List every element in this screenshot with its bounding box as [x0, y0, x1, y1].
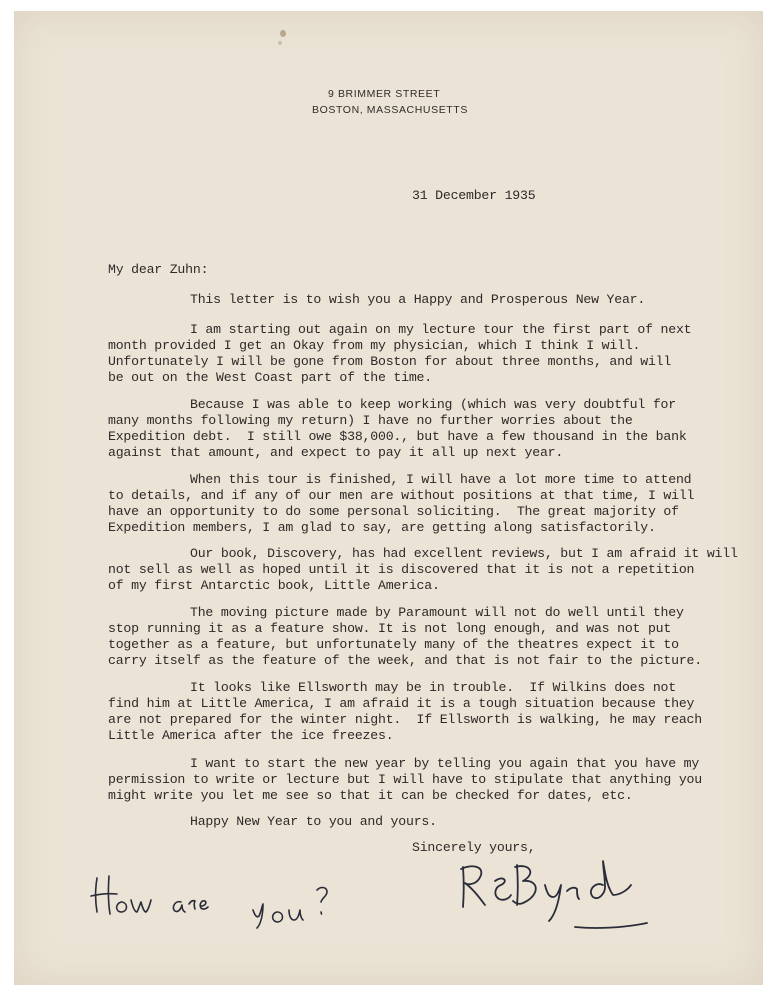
paragraph-line: many months following my return) I have no further worries about the — [108, 413, 633, 428]
handwritten-note — [85, 860, 385, 930]
paragraph-line: stop running it as a feature show. It is not long enough, and was not put — [108, 621, 672, 636]
paragraph-line: carry itself as the feature of the week, and that is not fair to the picture. — [108, 653, 702, 668]
paragraph-line: I am starting out again on my lecture tour the first part of next — [190, 322, 692, 337]
paragraph-line: together as a feature, but unfortunately many of the theatres expect it to — [108, 637, 679, 652]
paragraph-line: This letter is to wish you a Happy and Prosperous New Year. — [190, 292, 646, 307]
paragraph-line: Unfortunately I will be gone from Boston for about three months, and will — [108, 354, 672, 369]
paragraph-line: have an opportunity to do some personal soliciting. The great majority of — [108, 504, 679, 519]
paragraph-line: against that amount, and expect to pay it all up next year. — [108, 445, 564, 460]
paragraph-line: Expedition debt. I still owe $38,000., but have a few thousand in the bank — [108, 429, 687, 444]
paragraph-line: of my first Antarctic book, Little America. — [108, 578, 440, 593]
paragraph-line: are not prepared for the winter night. If Ellsworth is walking, he may reach — [108, 712, 702, 727]
salutation: My dear Zuhn: — [108, 262, 209, 277]
paragraph-line: find him at Little America, I am afraid it is a tough situation because they — [108, 696, 695, 711]
letter-date: 31 December 1935 — [412, 188, 536, 203]
paragraph-line: to details, and if any of our men are without positions at that time, I will — [108, 488, 695, 503]
paragraph-line: Expedition members, I am glad to say, are getting along satisfactorily. — [108, 520, 656, 535]
paragraph-line: not sell as well as hoped until it is discovered that it is not a repetition — [108, 562, 695, 577]
paragraph-line: Little America after the ice freezes. — [108, 728, 394, 743]
paragraph-line: be out on the West Coast part of the time. — [108, 370, 432, 385]
paragraph-line: Our book, Discovery, has had excellent reviews, but I am afraid it will — [190, 546, 738, 561]
paragraph-line: might write you let me see so that it can be checked for dates, etc. — [108, 788, 633, 803]
paragraph-line: Because I was able to keep working (which was very doubtful for — [190, 397, 676, 412]
paper-stain — [280, 30, 286, 37]
paper-stain — [278, 41, 282, 45]
paragraph-line: The moving picture made by Paramount will not do well until they — [190, 605, 684, 620]
paragraph-line: It looks like Ellsworth may be in trouble. If Wilkins does not — [190, 680, 676, 695]
paragraph-line: permission to write or lecture but I will have to stipulate that anything you — [108, 772, 702, 787]
paragraph-line: Happy New Year to you and yours. — [190, 814, 437, 829]
letterhead-city: BOSTON, MASSACHUSETTS — [312, 104, 468, 116]
paragraph-line: When this tour is finished, I will have a lot more time to attend — [190, 472, 692, 487]
paragraph-line: I want to start the new year by telling you again that you have my — [190, 756, 700, 771]
paragraph-line: month provided I get an Okay from my physician, which I think I will. — [108, 338, 641, 353]
closing: Sincerely yours, — [412, 840, 536, 855]
letterhead-street: 9 BRIMMER STREET — [328, 88, 441, 100]
signature — [455, 855, 675, 945]
